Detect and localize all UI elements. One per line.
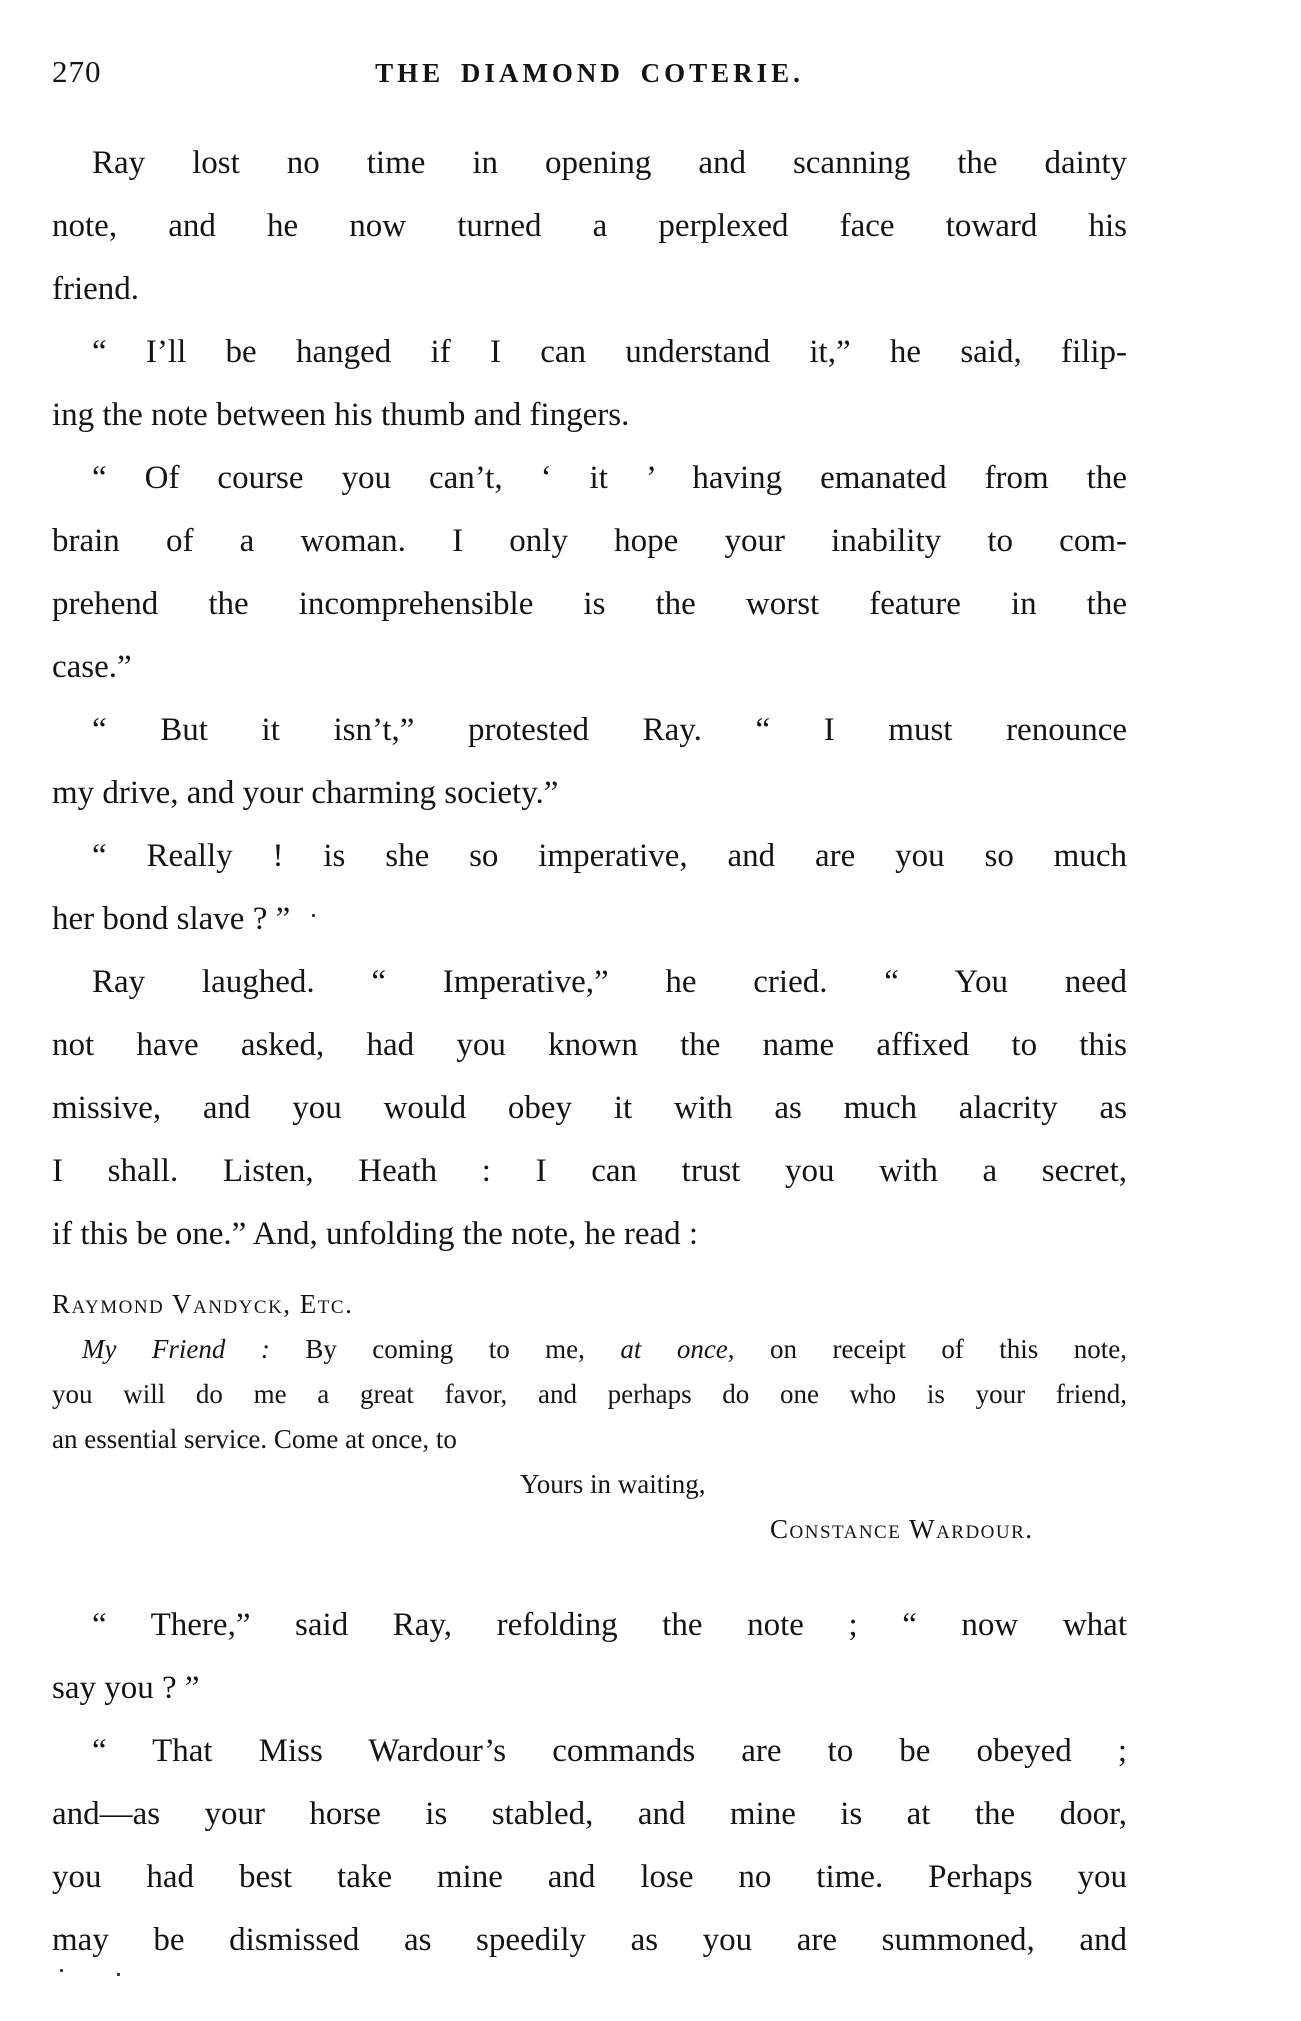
text-line: prehend the incomprehensible is the worst feature in the xyxy=(52,586,1127,622)
text-line: if this be one.” And, unfolding the note, he read : xyxy=(52,1216,699,1252)
text-line: missive, and you would obey it with as much alacrity as xyxy=(52,1090,1127,1126)
letter-line: an essential service. Come at once, to xyxy=(52,1424,457,1454)
letter-signature: Constance Wardour. xyxy=(770,1514,1034,1544)
text-line: ing the note between his thumb and fingers. xyxy=(52,397,630,433)
text-line: my drive, and your charming society.” xyxy=(52,775,559,811)
text-line: not have asked, had you known the name affixed to this xyxy=(52,1027,1127,1063)
letter-at-once-italic: at once, xyxy=(620,1334,735,1364)
text-line: “ Of course you can’t, ‘ it ’ having emanated from the xyxy=(92,460,1127,496)
letter-note xyxy=(52,1282,1127,1552)
letter-salutation: Raymond Vandyck, Etc. xyxy=(52,1289,354,1319)
text-line: I shall. Listen, Heath : I can trust you with a secret, xyxy=(52,1153,1127,1189)
running-head xyxy=(52,0,1127,98)
letter-line xyxy=(52,1327,1127,1372)
letter-text: on receipt of this note, xyxy=(734,1334,1127,1364)
text-line: note, and he now turned a perplexed face toward his xyxy=(52,208,1127,244)
text-line: Ray lost no time in opening and scanning the dainty xyxy=(92,145,1127,181)
text-line: “ But it isn’t,” protested Ray. “ I must renounce xyxy=(92,712,1127,748)
text-line: friend. xyxy=(52,271,140,307)
body-text xyxy=(52,132,1127,1972)
text-line: her bond slave ? ” xyxy=(52,901,291,937)
text-line: “ I’ll be hanged if I can understand it,” he said, filip- xyxy=(92,334,1127,370)
text-line: and—as your horse is stabled, and mine is at the door, xyxy=(52,1796,1127,1832)
text-line: brain of a woman. I only hope your inability to com- xyxy=(52,523,1127,559)
scan-speck xyxy=(117,1973,120,1976)
text-line: “ There,” said Ray, refolding the note ; “ now what xyxy=(92,1607,1127,1643)
letter-opening-italic: My Friend : xyxy=(82,1334,270,1364)
scan-speck xyxy=(312,914,315,917)
letter-text: By coming to me, xyxy=(269,1334,621,1364)
text-line: “ That Miss Wardour’s commands are to be obeyed ; xyxy=(92,1733,1127,1769)
page-number: 270 xyxy=(52,54,102,89)
text-line: say you ? ” xyxy=(52,1670,200,1706)
letter-closing: Yours in waiting, xyxy=(520,1469,706,1499)
letter-line: you will do me a great favor, and perhaps do one who is your friend, xyxy=(52,1379,1127,1409)
text-line: case.” xyxy=(52,649,132,685)
text-line: “ Really ! is she so imperative, and are you so much xyxy=(92,838,1127,874)
scan-speck xyxy=(60,1969,63,1972)
running-title: THE DIAMOND COTERIE. xyxy=(375,58,804,88)
text-line: you had best take mine and lose no time. Perhaps you xyxy=(52,1859,1127,1895)
text-line: may be dismissed as speedily as you are summoned, and xyxy=(52,1922,1127,1958)
text-column xyxy=(52,0,1127,1972)
text-line: Ray laughed. “ Imperative,” he cried. “ You need xyxy=(92,964,1127,1000)
